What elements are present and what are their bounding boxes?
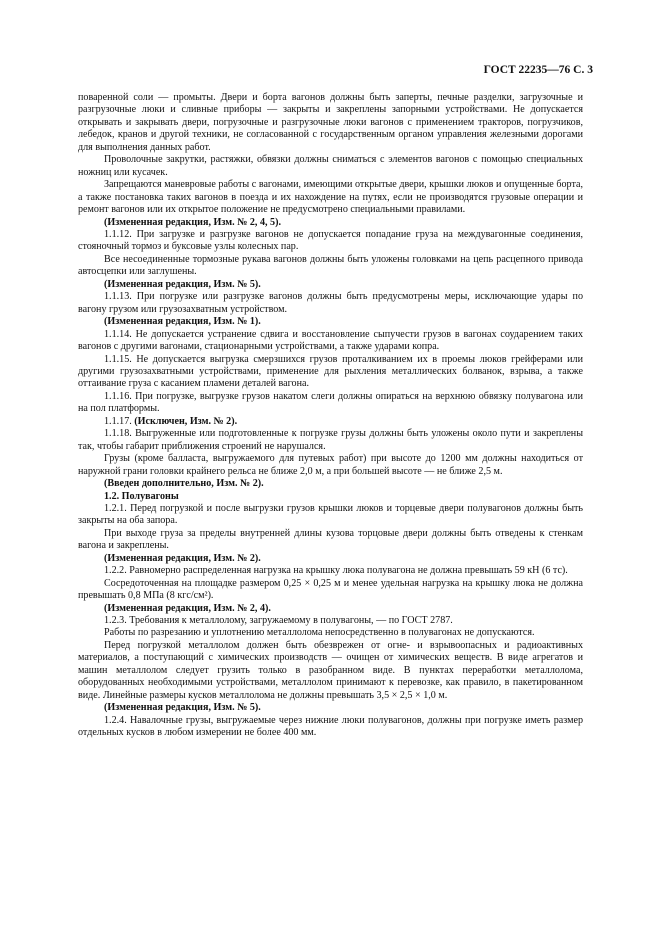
clause-1-1-17 [78,416,583,428]
clause-number: 1.1.17. [104,415,135,427]
clause-1-2-3: 1.2.3. Требования к металлолому, загружаемому в полувагоны, — по ГОСТ 2787. [104,615,453,627]
clause-1-1-15: 1.1.15. Не допускается выгрузка смерзшихся грузов проталкиванием их в проемы люков грейферами или другими грузозахватными устройствами, применение для рыхления металлических болванок, взрыва, а также оттаивание груза с касанием пламени деталей вагона. [78,353,583,390]
paragraph: При выходе груза за пределы внутренней длины кузова торцовые двери должны быть отведены к стенкам вагона и закреплены. [78,527,583,552]
amendment-note: (Измененная редакция, Изм. № 2). [104,552,261,564]
amendment-note: (Измененная редакция, Изм. № 5). [104,702,261,714]
paragraph: Сосредоточенная на площадке размером 0,25 × 0,25 м и менее удельная нагрузка на крышку люка не должна превышать 0,8 МПа (8 кгс/см²). [78,577,583,602]
paragraph: Перед погрузкой металлолом должен быть обезврежен от огне- и взрывоопасных и радиоактивных материалов, а поступающий с химических производств — очищен от химических веществ. В виде агрегатов и машин металлолом следует грузить только в разобранном виде. В пунктах переработки металлолома, оборудованных необходимыми устройствами, металлолом принимают к перевозке, как правило, в пакетированном виде. Линейные размеры кусков металлолома не должны превышать 3,5 × 2,5 × 1,0 м. [78,639,583,701]
clause-1-1-18: 1.1.18. Выгруженные или подготовленные к погрузке грузы должны быть уложены около пути и закреплены так, чтобы габарит приближения строений не нарушался. [78,428,583,452]
amendment-note: (Измененная редакция, Изм. № 5). [104,278,261,290]
amendment-note: (Измененная редакция, Изм. № 2, 4). [104,602,271,614]
amendment-note: (Введен дополнительно, Изм. № 2). [104,478,264,490]
clause-1-2-4: 1.2.4. Навалочные грузы, выгружаемые через нижние люки полувагонов, должны при погрузке иметь размер отдельных кусков в любом измерении не более 400 мм. [78,714,583,739]
paragraph: Работы по разрезанию и уплотнению металлолома непосредственно в полувагонах не допускаются. [104,627,535,639]
paragraph: Грузы (кроме балласта, выгружаемого для путевых работ) при высоте до 1200 мм должны находиться от наружной грани головки крайнего рельса не ближе 2,0 м, а при большей высоте — не ближе 2,5 м. [78,453,583,477]
paragraph: Запрещаются маневровые работы с вагонами, имеющими открытые двери, крышки люков и опущенные борта, а также постановка таких вагонов в поезда и их нахождение на путях, если не производятся грузовые операции и ремонт вагонов или их открытое положение не предусмотрено специальными правилами. [78,179,583,216]
clause-1-1-12: 1.1.12. При загрузке и разгрузке вагонов не допускается попадание груза на междувагонные соединения, стояночный тормоз и буксовые узлы колесных пар. [78,228,583,253]
amendment-note: (Измененная редакция, Изм. № 1). [104,316,261,328]
clause-1-1-13: 1.1.13. При погрузке или разгрузке вагонов должны быть предусмотрены меры, исключающие удары по вагону грузом или грузозахватным устройством. [78,291,583,315]
clause-1-2-1: 1.2.1. Перед погрузкой и после выгрузки грузов крышки люков и торцевые двери полувагонов должны быть закрыты на оба запора. [78,502,583,527]
page-header: ГОСТ 22235—76 С. 3 [483,64,593,76]
document-body [78,92,583,740]
paragraph: поваренной соли — промыты. Двери и борта вагонов должны быть заперты, печные разделки, загрузочные и разгрузочные люки и сливные приборы — закрыты и закреплены запорными устройствами. Не допускается открывать и закрывать двери, погрузочные и разгрузочные люки вагонов с применением тракторов, погрузчиков, лебедок, кранов и другой техники, не согласованной с государственным органом управления железными дорогами для выполнения данных работ. [78,92,583,153]
paragraph: Проволочные закрутки, растяжки, обвязки должны сниматься с элементов вагонов с помощью специальных ножниц или кусачек. [78,154,583,178]
clause-1-2-2: 1.2.2. Равномерно распределенная нагрузка на крышку люка полувагона не должна превышать 59 кН (6 тс). [104,565,568,577]
section-heading: 1.2. Полувагоны [104,490,179,502]
clause-1-1-16: 1.1.16. При погрузке, выгрузке грузов накатом слеги должны опираться на верхнюю обвязку полувагона или на пол платформы. [78,390,583,415]
amendment-note: (Измененная редакция, Изм. № 2, 4, 5). [104,216,281,228]
excluded-note: (Исключен, Изм. № 2). [134,415,238,427]
paragraph: Все несоединенные тормозные рукава вагонов должны быть уложены головками на цепь расцепного привода автосцепки или заглушены. [78,253,583,278]
clause-1-1-14: 1.1.14. Не допускается устранение сдвига и восстановление сыпучести грузов в вагонах соударением таких вагонов с другими вагонами, стационарными устройствами, а также ударами копра. [78,328,583,353]
